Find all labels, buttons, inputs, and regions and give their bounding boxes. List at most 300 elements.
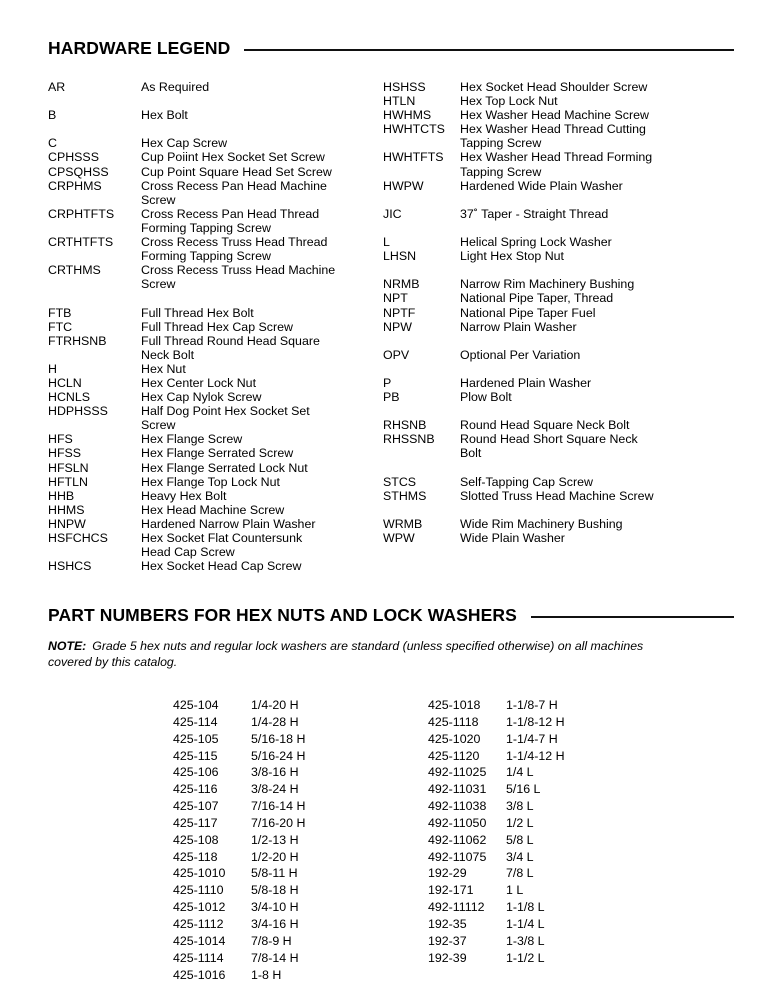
legend-code: HFS — [48, 432, 73, 447]
legend-entry — [383, 517, 733, 531]
part-size-spec: 1-1/4-7 H — [506, 731, 558, 746]
legend-spacer — [48, 94, 378, 108]
part-number-row — [173, 916, 383, 933]
part-numbers-right-column — [428, 697, 638, 967]
part-size-spec: 1-1/8-7 H — [506, 698, 558, 712]
heading-rule — [244, 49, 734, 51]
part-number-row — [173, 950, 383, 967]
legend-description-line: Self-Tapping Cap Screw — [460, 474, 593, 489]
legend-description-line: Round Head Short Square Neck — [460, 432, 638, 447]
part-number-row — [173, 967, 383, 984]
legend-description — [460, 291, 733, 305]
part-number: 425-117 — [173, 815, 218, 830]
legend-description-line: Hex Top Lock Nut — [460, 94, 558, 109]
part-size-spec: 1/2-13 H — [251, 832, 299, 847]
legend-entry — [383, 306, 733, 320]
part-number: 492-11112 — [428, 900, 485, 915]
legend-spacer — [48, 291, 378, 305]
legend-description — [141, 531, 378, 559]
legend-description-line: Hex Washer Head Thread Forming — [460, 150, 653, 165]
legend-description — [460, 418, 733, 432]
legend-description — [141, 559, 378, 573]
legend-code: FTC — [48, 319, 73, 334]
legend-code: LHSN — [383, 249, 417, 264]
legend-code: CRPHMS — [48, 178, 102, 193]
legend-description-line: Cross Recess Pan Head Machine — [141, 178, 327, 193]
legend-code: STCS — [383, 474, 417, 489]
legend-description-line: Slotted Truss Head Machine Screw — [460, 488, 654, 503]
legend-code: WRMB — [383, 516, 423, 531]
legend-description — [460, 108, 733, 122]
part-size-spec: 7/16-20 H — [251, 815, 306, 830]
legend-entry — [383, 348, 733, 362]
legend-description — [141, 306, 378, 320]
part-numbers-title: PART NUMBERS FOR HEX NUTS AND LOCK WASHERS — [48, 605, 517, 625]
legend-description-line: Helical Spring Lock Washer — [460, 235, 612, 250]
legend-description — [460, 432, 733, 460]
part-number-row — [428, 731, 638, 748]
part-size-spec: 1-1/4 L — [506, 916, 545, 931]
part-size-spec: 3/4 L — [506, 849, 534, 864]
legend-entry — [383, 432, 733, 460]
part-number-row — [428, 899, 638, 916]
legend-entry — [48, 503, 378, 517]
part-number: 425-1120 — [428, 748, 480, 763]
hardware-legend-left-column — [48, 80, 378, 573]
part-number: 425-118 — [173, 849, 218, 864]
legend-spacer — [383, 263, 733, 277]
legend-description — [460, 179, 733, 193]
legend-description — [460, 306, 733, 320]
legend-code: HHMS — [48, 502, 85, 517]
hardware-legend-title: HARDWARE LEGEND — [48, 38, 231, 58]
part-size-spec: 7/8 L — [506, 866, 534, 881]
legend-description — [141, 320, 378, 334]
part-number: 425-106 — [173, 765, 219, 780]
legend-description-line: Narrow Rim Machinery Bushing — [460, 277, 635, 292]
legend-description-continuation: Head Cap Screw — [141, 545, 235, 560]
legend-description-line: Hex Nut — [141, 361, 186, 376]
part-size-spec: 1/4 L — [506, 765, 534, 780]
part-number: 425-1110 — [173, 883, 224, 898]
legend-description-continuation: Screw — [141, 192, 176, 207]
legend-code: CPSQHSS — [48, 164, 109, 179]
legend-entry — [48, 165, 378, 179]
part-size-spec: 1-1/8 L — [506, 900, 545, 915]
legend-description-line: Hex Socket Flat Countersunk — [141, 531, 303, 545]
part-number-row — [173, 748, 383, 765]
part-number: 425-1012 — [173, 900, 226, 915]
legend-code: HFSLN — [48, 460, 89, 475]
part-number: 192-171 — [428, 883, 474, 898]
legend-description-continuation: Neck Bolt — [141, 347, 195, 362]
legend-description — [141, 136, 378, 150]
legend-entry — [48, 517, 378, 531]
part-size-spec: 7/16-14 H — [251, 799, 306, 814]
legend-entry — [48, 235, 378, 263]
legend-description-line: Plow Bolt — [460, 390, 512, 405]
legend-entry — [48, 150, 378, 164]
part-size-spec: 1-1/2 L — [506, 950, 545, 965]
legend-code: HWPW — [383, 178, 424, 193]
legend-description — [141, 517, 378, 531]
part-number: 492-11050 — [428, 815, 487, 830]
legend-entry — [48, 531, 378, 559]
part-size-spec: 1-3/8 L — [506, 933, 545, 948]
part-number-row — [428, 781, 638, 798]
legend-description — [141, 150, 378, 164]
legend-entry — [383, 207, 733, 221]
legend-spacer — [383, 221, 733, 235]
legend-code: HSHSS — [383, 80, 426, 94]
legend-entry — [383, 390, 733, 404]
part-numbers-left-column — [173, 697, 383, 983]
legend-entry — [383, 291, 733, 305]
legend-description-line: Hex Cap Nylok Screw — [141, 390, 262, 405]
legend-entry — [48, 263, 378, 291]
part-number: 425-114 — [173, 714, 218, 729]
legend-description-line: Cross Recess Truss Head Machine — [141, 263, 336, 278]
legend-code: HWHTCTS — [383, 122, 445, 137]
legend-description — [460, 517, 733, 531]
part-size-spec: 1/4-28 H — [251, 714, 299, 729]
legend-entry — [48, 461, 378, 475]
part-number: 425-1016 — [173, 967, 226, 982]
legend-description-line: Cup Point Square Head Set Screw — [141, 164, 332, 179]
part-number-row — [173, 882, 383, 899]
part-size-spec: 5/8 L — [506, 832, 534, 847]
legend-entry — [383, 80, 733, 94]
part-number: 425-108 — [173, 832, 219, 847]
legend-code: HWHMS — [383, 108, 432, 123]
legend-description-line: Hardened Narrow Plain Washer — [141, 516, 316, 531]
part-size-spec: 3/8 L — [506, 799, 534, 814]
part-number-row — [173, 815, 383, 832]
part-number: 425-1114 — [173, 950, 224, 965]
legend-entry — [48, 446, 378, 460]
legend-entry — [48, 80, 378, 94]
legend-description — [460, 249, 733, 263]
part-number: 425-116 — [173, 782, 218, 797]
part-number: 425-1014 — [173, 933, 226, 948]
part-number-row — [173, 714, 383, 731]
part-number: 425-1118 — [428, 714, 479, 729]
legend-code: CRTHMS — [48, 263, 101, 278]
legend-description-line: 37˚ Taper - Straight Thread — [460, 206, 609, 221]
part-size-spec: 7/8-9 H — [251, 933, 292, 948]
legend-description-continuation: Tapping Screw — [460, 136, 542, 151]
hardware-legend-heading — [48, 40, 734, 58]
legend-description — [141, 489, 378, 503]
part-number-row — [428, 798, 638, 815]
legend-description — [141, 235, 378, 263]
legend-description-continuation: Screw — [141, 418, 176, 433]
legend-description-line: National Pipe Taper Fuel — [460, 305, 596, 320]
legend-entry — [383, 376, 733, 390]
legend-entry — [383, 150, 733, 178]
legend-code: RHSNB — [383, 418, 427, 433]
legend-description — [460, 122, 733, 150]
legend-description — [460, 80, 733, 94]
legend-description-line: Hardened Plain Washer — [460, 375, 592, 390]
legend-spacer — [383, 503, 733, 517]
legend-entry — [48, 489, 378, 503]
legend-code: PB — [383, 390, 400, 405]
part-number-row — [173, 933, 383, 950]
part-number-row — [428, 764, 638, 781]
legend-code: HSFCHCS — [48, 531, 108, 545]
part-number: 192-35 — [428, 916, 467, 931]
part-number-row — [428, 832, 638, 849]
legend-description-continuation: Forming Tapping Screw — [141, 220, 271, 235]
legend-code: HSHCS — [48, 559, 92, 574]
legend-description-line: As Required — [141, 80, 210, 94]
part-number-row — [428, 815, 638, 832]
legend-entry — [48, 362, 378, 376]
part-number-row — [428, 714, 638, 731]
part-size-spec: 1-8 H — [251, 967, 282, 982]
part-size-spec: 5/16-18 H — [251, 731, 306, 746]
part-size-spec: 1/4-20 H — [251, 698, 299, 712]
part-number-row — [173, 899, 383, 916]
legend-description-line: Half Dog Point Hex Socket Set — [141, 404, 310, 419]
legend-description-line: National Pipe Taper, Thread — [460, 291, 614, 306]
legend-description — [460, 235, 733, 249]
heading-rule — [531, 616, 734, 618]
hardware-legend-right-column — [383, 80, 733, 545]
part-number-row — [173, 781, 383, 798]
legend-entry — [383, 122, 733, 150]
legend-description-continuation: Screw — [141, 277, 176, 292]
legend-description — [141, 461, 378, 475]
part-number: 492-11031 — [428, 782, 487, 797]
part-number-row — [428, 882, 638, 899]
part-number: 192-39 — [428, 950, 467, 965]
legend-code: HCLN — [48, 375, 82, 390]
legend-description-line: Full Thread Hex Cap Screw — [141, 319, 293, 334]
legend-entry — [48, 108, 378, 122]
legend-description-line: Hex Flange Screw — [141, 432, 243, 447]
legend-entry — [48, 390, 378, 404]
legend-entry — [383, 94, 733, 108]
legend-description — [141, 446, 378, 460]
part-size-spec: 5/16-24 H — [251, 748, 306, 763]
legend-description-line: Light Hex Stop Nut — [460, 249, 565, 264]
part-number-row — [173, 731, 383, 748]
part-number-row — [428, 748, 638, 765]
part-size-spec: 5/16 L — [506, 782, 541, 797]
legend-spacer — [48, 122, 378, 136]
legend-entry — [383, 277, 733, 291]
legend-description-line: Hex Head Machine Screw — [141, 502, 285, 517]
legend-description-line: Wide Plain Washer — [460, 531, 565, 545]
part-size-spec: 5/8-18 H — [251, 883, 299, 898]
legend-entry — [383, 249, 733, 263]
legend-description — [141, 165, 378, 179]
legend-entry — [48, 475, 378, 489]
part-size-spec: 5/8-11 H — [251, 866, 298, 881]
legend-description — [141, 432, 378, 446]
legend-description — [460, 277, 733, 291]
legend-description — [460, 376, 733, 390]
part-number: 492-11038 — [428, 799, 487, 814]
legend-entry — [383, 108, 733, 122]
legend-entry — [48, 432, 378, 446]
legend-description — [460, 531, 733, 545]
part-number: 425-1018 — [428, 698, 481, 712]
legend-description — [141, 334, 378, 362]
legend-code: CRTHTFTS — [48, 235, 114, 250]
legend-description-line: Optional Per Variation — [460, 347, 581, 362]
legend-description — [141, 390, 378, 404]
legend-code: HDPHSSS — [48, 404, 108, 419]
legend-description — [141, 108, 378, 122]
legend-description-line: Hex Socket Head Shoulder Screw — [460, 80, 648, 94]
part-size-spec: 1 L — [506, 883, 524, 898]
legend-code: HCNLS — [48, 390, 90, 405]
legend-description — [141, 179, 378, 207]
legend-code: C — [48, 136, 57, 151]
legend-description-line: Hardened Wide Plain Washer — [460, 178, 623, 193]
legend-code: AR — [48, 80, 66, 94]
legend-code: RHSSNB — [383, 432, 435, 447]
legend-description — [460, 207, 733, 221]
legend-description — [141, 80, 378, 94]
legend-description-line: Heavy Hex Bolt — [141, 488, 227, 503]
part-number: 192-37 — [428, 933, 467, 948]
legend-description-line: Cup Poiint Hex Socket Set Screw — [141, 150, 325, 165]
legend-code: CPHSSS — [48, 150, 99, 165]
part-number: 425-115 — [173, 748, 218, 763]
legend-code: FTRHSNB — [48, 333, 107, 348]
part-number: 425-107 — [173, 799, 219, 814]
part-number-row — [428, 950, 638, 967]
legend-entry — [48, 179, 378, 207]
legend-description — [460, 390, 733, 404]
part-number-row — [173, 832, 383, 849]
legend-description — [460, 475, 733, 489]
legend-entry — [48, 320, 378, 334]
legend-entry — [383, 235, 733, 249]
legend-description — [460, 489, 733, 503]
part-number: 492-11062 — [428, 832, 487, 847]
legend-description — [141, 475, 378, 489]
legend-spacer — [383, 461, 733, 475]
legend-code: NPW — [383, 319, 412, 334]
legend-code: HHB — [48, 488, 75, 503]
legend-code: HFSS — [48, 446, 82, 461]
part-number-row — [428, 849, 638, 866]
part-number: 425-1112 — [173, 916, 224, 931]
legend-entry — [383, 475, 733, 489]
legend-description-line: Hex Washer Head Machine Screw — [460, 108, 649, 123]
legend-description-line: Hex Socket Head Cap Screw — [141, 559, 302, 574]
legend-code: NRMB — [383, 277, 420, 292]
legend-entry — [48, 559, 378, 573]
legend-description-line: Round Head Square Neck Bolt — [460, 418, 630, 433]
legend-description-line: Hex Flange Serrated Lock Nut — [141, 460, 308, 475]
legend-spacer — [383, 334, 733, 348]
legend-entry — [383, 320, 733, 334]
legend-entry — [383, 531, 733, 545]
legend-description-line: Full Thread Round Head Square — [141, 333, 320, 348]
legend-description — [141, 376, 378, 390]
legend-description — [460, 348, 733, 362]
legend-description — [460, 94, 733, 108]
part-number-row — [173, 865, 383, 882]
legend-description — [141, 263, 378, 291]
legend-code: JIC — [383, 206, 402, 221]
part-size-spec: 3/8-16 H — [251, 765, 299, 780]
part-size-spec: 1-1/8-12 H — [506, 714, 565, 729]
legend-entry — [48, 306, 378, 320]
legend-entry — [48, 136, 378, 150]
legend-entry — [48, 207, 378, 235]
legend-code: NPTF — [383, 305, 416, 320]
part-size-spec: 3/4-16 H — [251, 916, 299, 931]
legend-code: HTLN — [383, 94, 416, 109]
legend-code: WPW — [383, 531, 415, 545]
part-numbers-heading — [48, 607, 734, 625]
note-text: Grade 5 hex nuts and regular lock washers are standard (unless specified otherwise) on all machines covered by this catalog. — [48, 639, 644, 670]
part-number: 492-11025 — [428, 765, 487, 780]
part-size-spec: 3/8-24 H — [251, 782, 299, 797]
part-number: 425-1020 — [428, 731, 481, 746]
legend-description-line: Cross Recess Pan Head Thread — [141, 206, 320, 221]
part-number: 492-11075 — [428, 849, 487, 864]
legend-entry — [383, 179, 733, 193]
legend-description — [141, 503, 378, 517]
legend-description-line: Hex Washer Head Thread Cutting — [460, 122, 646, 137]
legend-code: H — [48, 361, 57, 376]
part-number-row — [173, 764, 383, 781]
legend-spacer — [383, 193, 733, 207]
legend-description-line: Hex Bolt — [141, 108, 188, 123]
legend-entry — [383, 489, 733, 503]
legend-spacer — [383, 362, 733, 376]
part-size-spec: 1/2 L — [506, 815, 534, 830]
legend-code: FTB — [48, 305, 72, 320]
legend-code: HWHTFTS — [383, 150, 444, 165]
part-size-spec: 7/8-14 H — [251, 950, 299, 965]
legend-description-line: Full Thread Hex Bolt — [141, 305, 254, 320]
part-number-row — [428, 865, 638, 882]
legend-description-line: Hex Cap Screw — [141, 136, 228, 151]
legend-spacer — [383, 404, 733, 418]
legend-entry — [48, 376, 378, 390]
legend-description-line: Hex Flange Serrated Screw — [141, 446, 294, 461]
note-label: NOTE: — [48, 639, 87, 653]
legend-description-line: Narrow Plain Washer — [460, 319, 577, 334]
part-number: 425-104 — [173, 698, 219, 712]
part-number-row — [428, 916, 638, 933]
part-number-row — [173, 798, 383, 815]
part-number-row — [428, 933, 638, 950]
legend-code: NPT — [383, 291, 408, 306]
legend-description-line: Hex Center Lock Nut — [141, 375, 257, 390]
legend-code: OPV — [383, 347, 410, 362]
legend-code: L — [383, 235, 390, 250]
legend-code: HFTLN — [48, 474, 88, 489]
legend-description-continuation: Tapping Screw — [460, 164, 542, 179]
legend-code: CRPHTFTS — [48, 206, 115, 221]
legend-description-line: Hex Flange Top Lock Nut — [141, 474, 280, 489]
legend-description-line: Cross Recess Truss Head Thread — [141, 235, 328, 250]
part-size-spec: 1-1/4-12 H — [506, 748, 565, 763]
legend-code: STHMS — [383, 488, 427, 503]
legend-description-line: Wide Rim Machinery Bushing — [460, 516, 623, 531]
part-size-spec: 1/2-20 H — [251, 849, 299, 864]
